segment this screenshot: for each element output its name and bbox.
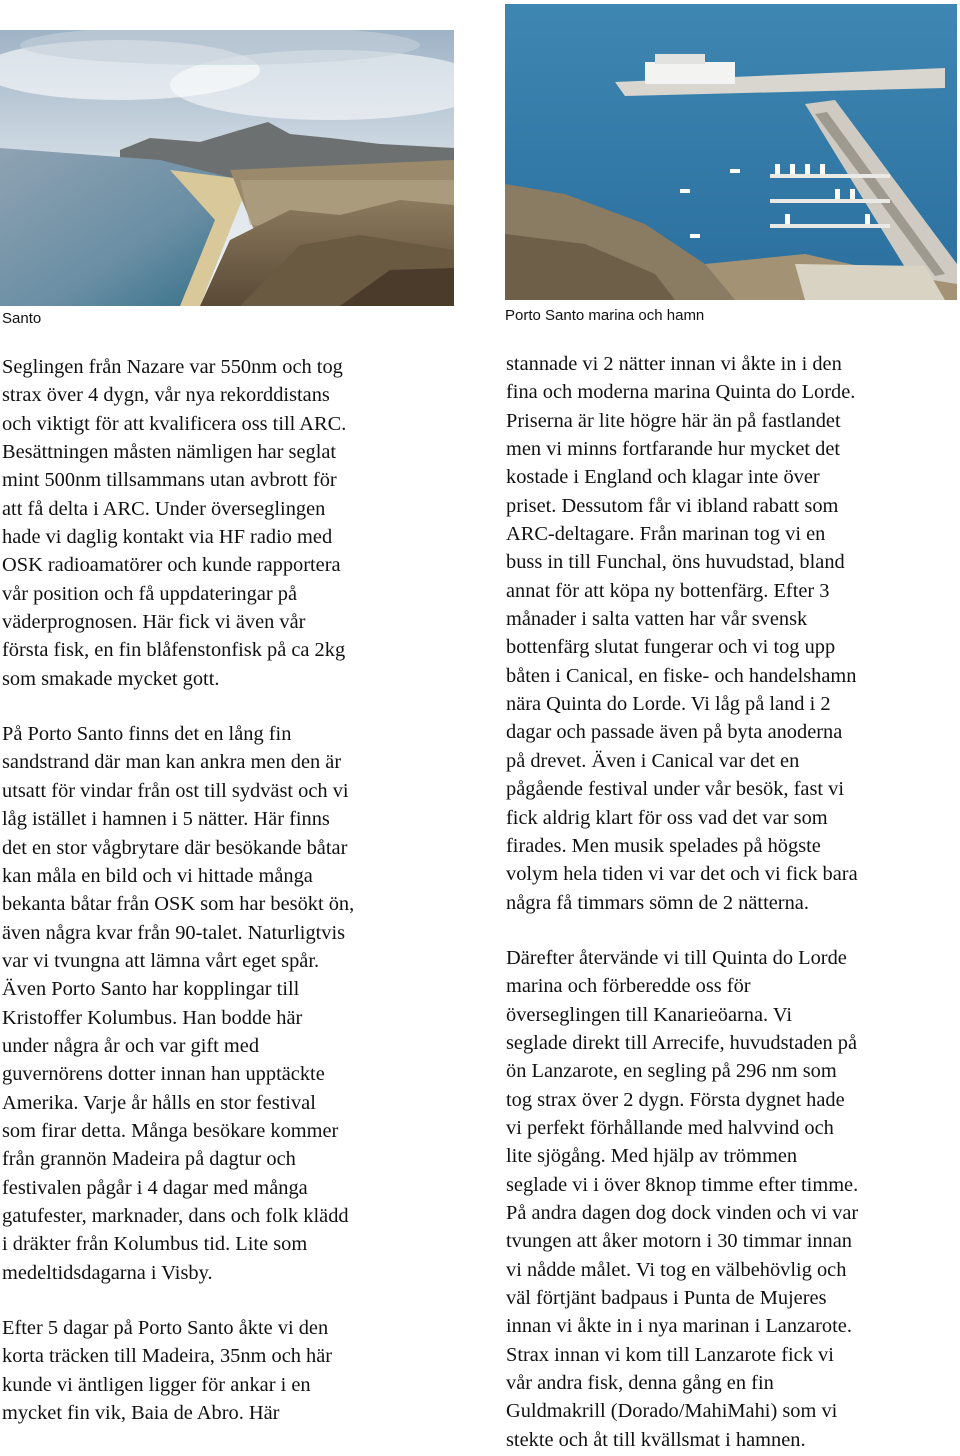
photo-santo-beach <box>0 30 454 306</box>
paragraph: Därefter återvände vi till Quinta do Lorde marina och förberedde oss för överseglingen till Kanarieöarna. Vi seglade direkt till Arrecife, huvudstaden på ön Lanzarote, en segling på 296 nm som tog strax över 2 dygn. Första dygnet hade vi perfekt förhållande med halvvind och lite sjögång. Med hjälp av trömmen seglade vi i över 8knop timme efter timme. På andra dagen dog dock vinden och vi var tvungen att åker motorn i 30 timmar innan vi nådde målet. Vi tog en välbehövlig och väl förtjänt badpaus i Punta de Mujeres innan vi åkte in i nya marinan i Lanzarote. Strax innan vi kom till Lanzarote fick vi vår andra fisk, denna gång en fin Guldmakrill (Dorado/MahiMahi) som vi stekte och åt till kvällsmat i hamnen. <box>506 946 859 1451</box>
paragraph-gap <box>2 1287 452 1314</box>
paragraph: stannade vi 2 nätter innan vi åkte in i den fina och moderna marina Quinta do Lorde. Priserna är lite högre här än på fastlandet men vi minns fortfarande hur mycket det kostade i England och klagar inte över priset. Dessutom får vi ibland rabatt som ARC-deltagare. Från marinan tog vi en buss in till Funchal, öns huvudstad, bland annat för att köpa ny bottenfärg. Efter 3 månader i salta vatten har vår svensk bottenfärg slutat fungerar och vi tog upp båten i Canical, en fiske- och handelshamn nära Quinta do Lorde. Vi låg på land i 2 dagar och passade även på byta anoderna på drevet. Även i Canical var det en pågående festival under vår besök, fast vi fick aldrig klart för oss vad det var som firades. Men musik spelades på högste volym hela tiden vi var det och vi fick bara några få timmars sömn de 2 nätterna. <box>506 353 858 914</box>
paragraph: Seglingen från Nazare var 550nm och tog strax över 4 dygn, vår nya rekorddistans och viktigt för att kvalificera oss till ARC. Besättningen måsten nämligen har seglat mint 500nm tillsammans utan avbrott för att få delta i ARC. Under överseglingen hade vi daglig kontakt via HF radio med OSK radioamatörer och kunde rapportera vår position och få uppdateringar på väderprognosen. Här fick vi även vår första fisk, en fin blåfenstonfisk på ca 2kg som smakade mycket gott. <box>2 356 347 690</box>
marina-image <box>505 4 957 300</box>
paragraph-gap <box>2 693 452 720</box>
paragraph: Efter 5 dagar på Porto Santo åkte vi den korta träcken till Madeira, 35nm och här kunde vi äntligen ligger för ankar i en mycket fin vik, Baia de Abro. Här <box>2 1317 333 1425</box>
right-text-column <box>506 350 956 1454</box>
paragraph: På Porto Santo finns det en lång fin sandstrand där man kan ankra men den är utsatt för vindar från ost till sydväst och vi låg istället i hamnen i 5 nätter. Här finns det en stor vågbrytare där besökande båtar kan måla en bild och vi hittade många bekanta båtar från OSK som har besökt ön, även några kvar från 90-talet. Naturligtvis var vi tvungna att lämna vårt eget spår. Även Porto Santo har kopplingar till Kristoffer Kolumbus. Han bodde här under några år och var gift med guvernörens dotter innan han upptäckte Amerika. Varje år hålls en stor festival som firar detta. Många besökare kommer från grannön Madeira på dagtur och festivalen pågår i 4 dagar med många gatufester, marknader, dans och folk klädd i dräkter från Kolumbus tid. Lite som medeltidsdagarna i Visby. <box>2 723 355 1284</box>
left-text-column <box>2 353 452 1427</box>
photo-caption-santo: Santo <box>2 310 42 327</box>
photo-caption-marina: Porto Santo marina och hamn <box>505 307 705 324</box>
landscape-image <box>0 30 454 306</box>
paragraph-gap <box>506 917 956 944</box>
photo-porto-santo-marina <box>505 4 957 300</box>
